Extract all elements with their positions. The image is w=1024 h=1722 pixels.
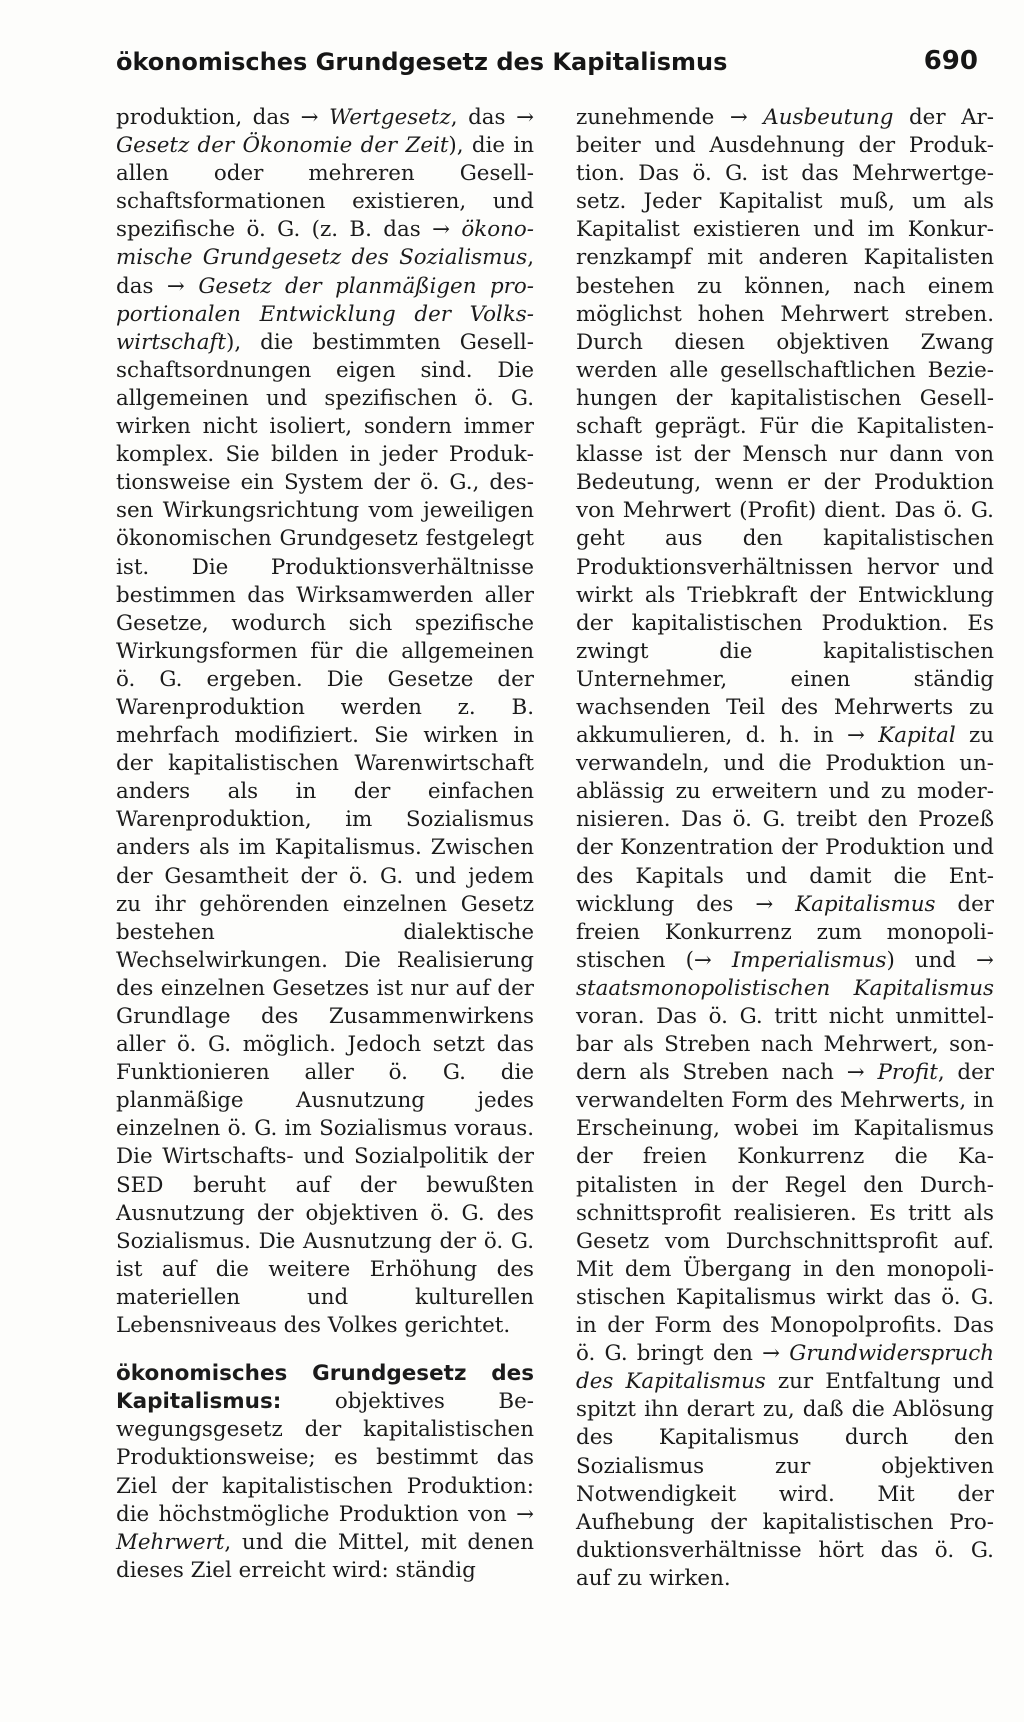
cross-reference-term: Profit [877,1060,938,1086]
body-text: , der verwandelten Form des Mehrwerts, in Erscheinung, wobei im Kapitalismus der freien Konkurrenz die Kapitalisten in der Regel den Durchschnittsprofit realisieren. Es tritt als Gesetz vom Durchschnittsprofit auf. Mit dem Übergang in den monopolistischen Kapitalismus wirkt das ö. G. in der Form des Monopolprofits. Das ö. G. bringt den [576,1060,994,1367]
body-text [185,274,198,299]
body-text: der freien Konkurrenz zum monopolistischen ( [576,891,994,973]
cross-reference-arrow-icon: → [516,105,534,130]
cross-reference-arrow-icon: → [516,1501,534,1527]
cross-reference-arrow-icon: → [762,1341,781,1367]
body-text: objektives Bewegungsgesetz der kapitalistischen Produktionsweise; es bestimmt das Ziel der kapitalistischen Produktion: die höchstmögliche Produktion von [116,1389,534,1527]
body-text: zunehmende [576,105,730,130]
running-header-title: ökonomisches Grundgesetz des Kapitalismus [116,48,728,76]
body-text: zu verwandeln, und die Produktion unablässig zu erweitern und zu modernisieren. Das ö. G. treibt den Prozeß der Konzentration der Produktion und des Kapitals und damit die Entwicklung des [576,723,994,917]
body-text: ), die bestimmten Gesellschaftsordnungen eigen sind. Die allgemeinen und spezifischen ö. G. wirken nicht isoliert, sondern immer komplex. Sie bilden in jeder Produktionsweise ein System der ö. G., dessen Wirkungsrichtung vom jeweiligen ökonomischen Grundgesetz festgelegt ist. Die Produktionsverhältnisse bestimmen das Wirksamwerden aller Gesetze, wodurch sich spezifische Wirkungsformen für die allgemeinen ö. G. ergeben. Die Gesetze der Warenproduktion werden z. B. mehrfach modifiziert. Sie wirken in der kapitalistischen Warenwirtschaft anders als in der einfachen Warenproduktion, im Sozialismus anders als im Kapitalismus. Zwischen der Gesamtheit der ö. G. und jedem zu ihr gehörenden einzelnen Gesetz bestehen dialektische Wechselwirkungen. Die Realisierung des einzelnen Gesetzes ist nur auf der Grundlage des Zusammenwirkens aller ö. G. möglich. Jedoch setzt das Funktionieren aller ö. G. die planmäßige Ausnutzung jedes einzelnen ö. G. im Sozialismus voraus. Die Wirtschafts- und Sozialpolitik der SED beruht auf der bewußten Ausnutzung der objektiven ö. G. des Sozialismus. Die Ausnutzung der ö. G. ist auf die weitere Erhöhung des materiellen und kulturellen Lebensniveaus des Volkes gerichtet. [116,329,534,1339]
entry-continuation-paragraph [576,104,994,1593]
cross-reference-term: Kapital [878,723,956,749]
body-text: voran. Das ö. G. tritt nicht unmittelbar als Streben nach Mehrwert, sondern als Streben nach [576,1004,994,1086]
cross-reference-term: Imperialismus [731,947,887,973]
cross-reference-term: Gesetz der Ökonomie der Zeit [116,133,449,159]
cross-reference-arrow-icon: → [693,947,712,973]
page-number: 690 [923,46,978,76]
left-column [116,104,534,1585]
body-text [319,105,330,130]
cross-reference-term: Gesetz der planmäßigen proportionalen Entwicklung der Volkswirtschaft [116,273,534,355]
cross-reference-term: ökonomische Grundgesetz des Sozialismus [116,217,534,271]
dictionary-entry [116,1360,534,1585]
cross-reference-term: Mehrwert [116,1529,225,1555]
body-text [780,1341,789,1366]
cross-reference-term: Kapitalismus [795,891,936,917]
cross-reference-arrow-icon: → [847,723,865,749]
cross-reference-arrow-icon: → [166,273,185,299]
body-text: der Arbeiter und Ausdehnung der Produktion. Das ö. G. ist das Mehrwertgesetz. Jeder Kapitalist muß, um als Kapitalist existieren und im Konkurrenzkampf mit anderen Kapitalisten bestehen zu können, nach einem möglichst hohen Mehrwert streben. Durch diesen objektiven Zwang werden alle gesellschaftlichen Beziehungen der kapitalistischen Gesellschaft geprägt. Für die Kapitalistenklasse ist der Mensch nur dann von Bedeutung, wenn er der Produktion von Mehrwert (Profit) dient. Das ö. G. geht aus den kapitalistischen Produktionsverhältnissen hervor und wirkt als Triebkraft der Entwicklung der kapitalistischen Produktion. Es zwingt die kapitalistischen Unternehmer, einen ständig wachsenden Teil des Mehrwerts zu akkumulieren, d. h. in [576,105,994,749]
cross-reference-term: Grundwiderspruch des Kapitalismus [576,1341,994,1395]
cross-reference-arrow-icon: → [846,1060,865,1086]
body-text [865,1060,878,1085]
body-text: ) und [886,947,977,973]
cross-reference-arrow-icon: → [432,217,451,243]
body-text: zur Entfaltung und spitzt ihn derart zu, daß die Ablösung des Kapitalismus durch den Sozialismus zur objektiven Notwendigkeit wird. Mit der Aufhebung der kapitalistischen Produktionsverhältnisse hört das ö. G. auf zu wirken. [576,1369,994,1591]
body-text [748,105,764,130]
cross-reference-term: Ausbeutung [763,105,894,130]
continuation-paragraph [116,104,534,1340]
body-text: , das [116,245,534,299]
cross-reference-term: staatsmonopolistischen Kapitalismus [576,975,994,1001]
body-text: ), die in allen oder mehreren Gesellschaftsformationen existieren, und spezifische ö. G. (z. B. das [116,133,534,243]
body-text [865,723,878,748]
right-column [576,104,994,1593]
body-text: , das [450,105,517,130]
body-text: , und die Mittel, mit denen dieses Ziel erreicht wird: ständig [116,1529,534,1583]
cross-reference-arrow-icon: → [300,105,319,130]
body-text [773,892,795,917]
body-text: produktion, das [116,105,301,130]
cross-reference-arrow-icon: → [976,947,994,973]
cross-reference-term: Wertgesetz [329,105,451,130]
entry-definition [116,1389,534,1583]
body-text [450,217,461,242]
body-text [712,948,732,973]
cross-reference-arrow-icon: → [755,891,774,917]
cross-reference-arrow-icon: → [729,105,748,130]
entry-headword: ökonomisches Grundgesetz des Kapitalismus: [116,1361,534,1415]
